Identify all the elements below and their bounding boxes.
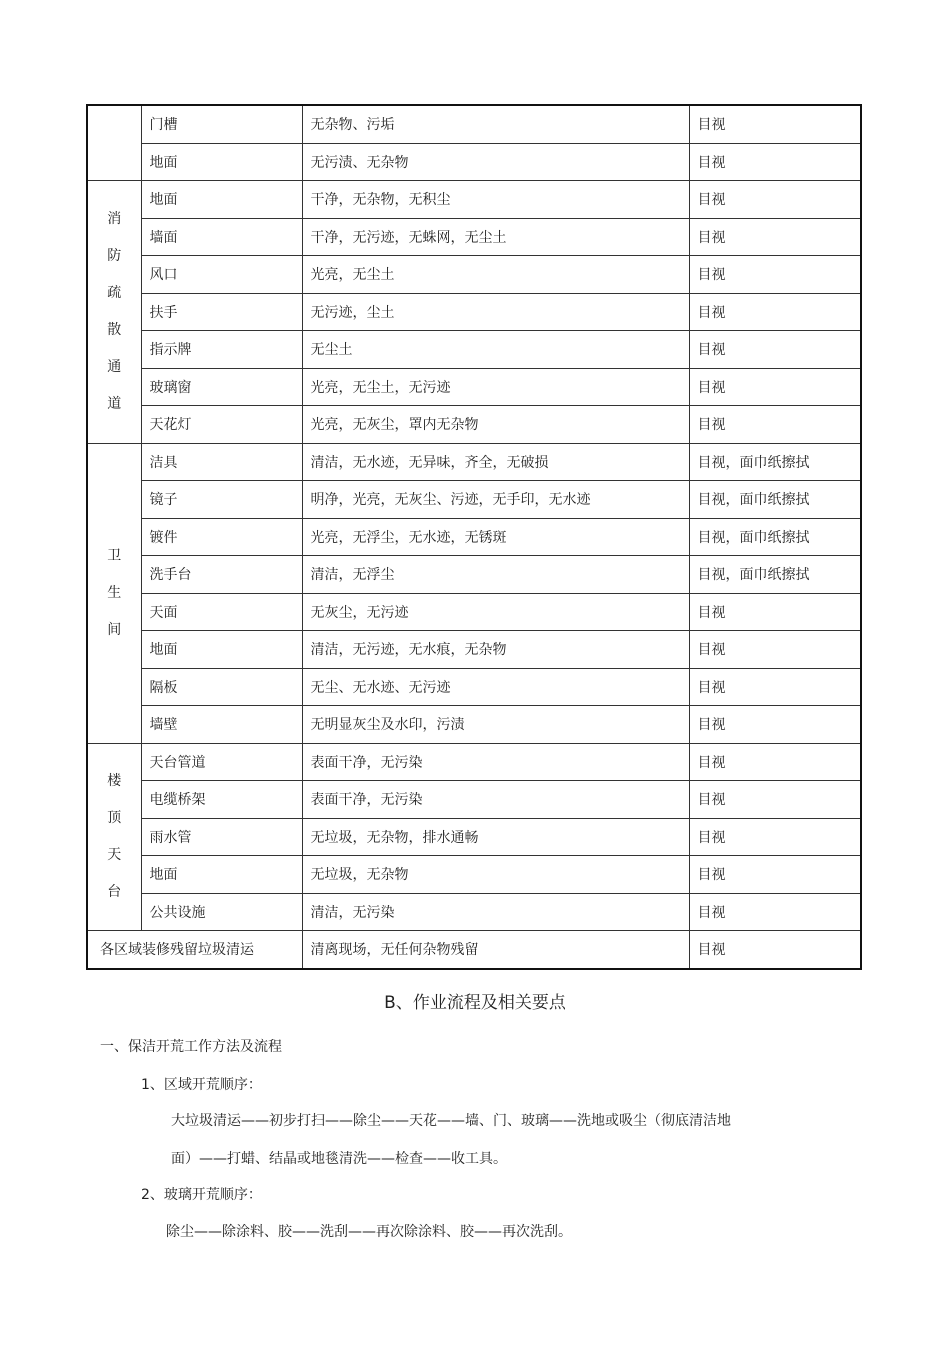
item-cell: 公共设施 xyxy=(141,893,302,931)
method-cell: 目视 xyxy=(689,181,861,219)
item-cell: 天台管道 xyxy=(141,743,302,781)
method-cell: 目视，面巾纸擦拭 xyxy=(689,443,861,481)
item-cell: 地面 xyxy=(141,631,302,669)
item-cell: 墙壁 xyxy=(141,706,302,744)
table-row xyxy=(87,743,861,781)
table-row xyxy=(87,631,861,669)
standard-cell: 无杂物、污垢 xyxy=(302,105,689,143)
table-row xyxy=(87,368,861,406)
item-cell: 地面 xyxy=(141,856,302,894)
area-cell xyxy=(87,743,141,931)
method-cell: 目视 xyxy=(689,931,861,969)
method-cell: 目视 xyxy=(689,218,861,256)
table-row xyxy=(87,856,861,894)
standard-cell: 无明显灰尘及水印，污渍 xyxy=(302,706,689,744)
table-row xyxy=(87,443,861,481)
standard-cell: 清洁，无浮尘 xyxy=(302,556,689,594)
method-cell: 目视 xyxy=(689,256,861,294)
table-row xyxy=(87,481,861,519)
method-cell: 目视 xyxy=(689,331,861,369)
standard-cell: 干净，无污迹，无蛛网，无尘土 xyxy=(302,218,689,256)
table-row xyxy=(87,706,861,744)
standards-table-wrap xyxy=(86,104,860,970)
table-row xyxy=(87,931,861,969)
table-row xyxy=(87,518,861,556)
method-cell: 目视，面巾纸擦拭 xyxy=(689,556,861,594)
method-cell: 目视 xyxy=(689,706,861,744)
area-cell xyxy=(87,443,141,743)
area-cell xyxy=(87,105,141,181)
item-cell: 玻璃窗 xyxy=(141,368,302,406)
standard-cell: 无污迹，尘土 xyxy=(302,293,689,331)
table-row xyxy=(87,181,861,219)
method-cell: 目视 xyxy=(689,893,861,931)
table-row xyxy=(87,893,861,931)
standard-cell: 表面干净，无污染 xyxy=(302,743,689,781)
area-label: 卫生间 xyxy=(107,547,122,638)
standard-cell: 明净，光亮，无灰尘、污迹，无手印，无水迹 xyxy=(302,481,689,519)
method-cell: 目视，面巾纸擦拭 xyxy=(689,481,861,519)
table-row xyxy=(87,556,861,594)
standard-cell: 无灰尘，无污迹 xyxy=(302,593,689,631)
subheading-area-order: 1、区域开荒顺序： xyxy=(141,1077,262,1093)
area-order-line-1: 大垃圾清运——初步打扫——除尘——天花——墙、门、玻璃——洗地或吸尘（彻底清洁地 xyxy=(171,1113,731,1129)
standard-cell: 清洁，无污染 xyxy=(302,893,689,931)
item-cell: 镜子 xyxy=(141,481,302,519)
item-cell: 风口 xyxy=(141,256,302,294)
table-row xyxy=(87,668,861,706)
table-row xyxy=(87,593,861,631)
table-row xyxy=(87,256,861,294)
standard-cell: 表面干净，无污染 xyxy=(302,781,689,819)
section-title: B、作业流程及相关要点 xyxy=(384,993,566,1013)
standard-cell: 清离现场，无任何杂物残留 xyxy=(302,931,689,969)
table-row xyxy=(87,331,861,369)
method-cell: 目视 xyxy=(689,781,861,819)
item-cell: 地面 xyxy=(141,181,302,219)
method-cell: 目视 xyxy=(689,105,861,143)
table-row xyxy=(87,143,861,181)
method-cell: 目视 xyxy=(689,593,861,631)
standard-cell: 无垃圾，无杂物，排水通畅 xyxy=(302,818,689,856)
table-row xyxy=(87,293,861,331)
area-order-line-2: 面）——打蜡、结晶或地毯清洗——检查——收工具。 xyxy=(171,1151,507,1167)
item-cell: 地面 xyxy=(141,143,302,181)
table-row xyxy=(87,818,861,856)
area-label: 消防疏散通道 xyxy=(107,210,122,412)
standard-cell: 清洁，无污迹，无水痕，无杂物 xyxy=(302,631,689,669)
area-label: 楼顶天台 xyxy=(107,772,122,900)
table-row xyxy=(87,781,861,819)
method-cell: 目视 xyxy=(689,406,861,444)
cleaning-standards-table xyxy=(86,104,862,970)
glass-order-line-1: 除尘——除涂料、胶——洗刮——再次除涂料、胶——再次洗刮。 xyxy=(166,1224,572,1240)
standard-cell: 光亮，无灰尘，罩内无杂物 xyxy=(302,406,689,444)
item-cell: 指示牌 xyxy=(141,331,302,369)
item-cell: 门槽 xyxy=(141,105,302,143)
item-cell: 天花灯 xyxy=(141,406,302,444)
standard-cell: 清洁，无水迹，无异味，齐全，无破损 xyxy=(302,443,689,481)
item-cell: 电缆桥架 xyxy=(141,781,302,819)
item-cell: 雨水管 xyxy=(141,818,302,856)
subheading-glass-order: 2、玻璃开荒顺序： xyxy=(141,1187,262,1203)
method-cell: 目视 xyxy=(689,668,861,706)
standard-cell: 光亮，无尘土，无污迹 xyxy=(302,368,689,406)
cleaning-standards-body xyxy=(87,105,861,969)
item-cell: 洁具 xyxy=(141,443,302,481)
table-row xyxy=(87,218,861,256)
standard-cell: 光亮，无浮尘，无水迹，无锈斑 xyxy=(302,518,689,556)
item-cell: 扶手 xyxy=(141,293,302,331)
heading-cleaning-methods: 一、保洁开荒工作方法及流程 xyxy=(100,1039,282,1055)
method-cell: 目视 xyxy=(689,743,861,781)
standard-cell: 无污渍、无杂物 xyxy=(302,143,689,181)
standard-cell: 无垃圾，无杂物 xyxy=(302,856,689,894)
standard-cell: 干净，无杂物，无积尘 xyxy=(302,181,689,219)
table-row xyxy=(87,406,861,444)
method-cell: 目视，面巾纸擦拭 xyxy=(689,518,861,556)
method-cell: 目视 xyxy=(689,631,861,669)
item-cell: 洗手台 xyxy=(141,556,302,594)
standard-cell: 无尘、无水迹、无污迹 xyxy=(302,668,689,706)
item-cell: 镀件 xyxy=(141,518,302,556)
standard-cell: 光亮，无尘土 xyxy=(302,256,689,294)
item-cell: 各区域装修残留垃圾清运 xyxy=(87,931,302,969)
table-row xyxy=(87,105,861,143)
standard-cell: 无尘土 xyxy=(302,331,689,369)
item-cell: 墙面 xyxy=(141,218,302,256)
method-cell: 目视 xyxy=(689,143,861,181)
method-cell: 目视 xyxy=(689,293,861,331)
method-cell: 目视 xyxy=(689,818,861,856)
method-cell: 目视 xyxy=(689,368,861,406)
area-cell xyxy=(87,181,141,444)
item-cell: 隔板 xyxy=(141,668,302,706)
method-cell: 目视 xyxy=(689,856,861,894)
item-cell: 天面 xyxy=(141,593,302,631)
